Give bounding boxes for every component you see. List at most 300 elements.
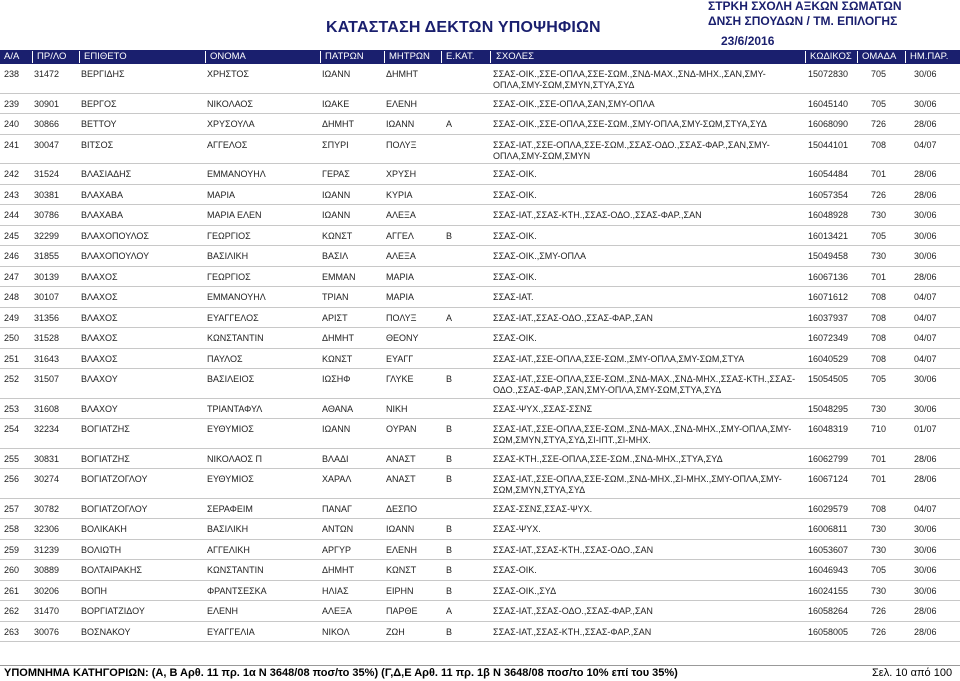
cell-mitron: ΑΛΕΞΑ xyxy=(386,251,416,261)
cell-ekat: Β xyxy=(446,524,453,534)
cell-ekat: Β xyxy=(446,453,453,464)
cell-epitheto: ΒΕΤΤΟΥ xyxy=(81,119,117,129)
cell-omada: 701 xyxy=(871,474,887,484)
cell-prlo: 30901 xyxy=(34,98,60,109)
cell-aa: 239 xyxy=(4,98,20,109)
table-row xyxy=(0,369,960,399)
cell-aa: 251 xyxy=(4,353,20,364)
cell-kodikos: 15044101 xyxy=(808,139,849,150)
cell-omada: 730 xyxy=(871,585,887,596)
cell-omada: 726 xyxy=(871,626,887,637)
report-footer xyxy=(0,665,960,681)
cell-kodikos: 16058264 xyxy=(808,606,849,616)
cell-onoma: ΧΡΗΣΤΟΣ xyxy=(207,69,249,79)
cell-kodikos: 15054505 xyxy=(808,374,849,384)
cell-kodikos: 16048928 xyxy=(808,210,849,220)
cell-kodikos: 16053607 xyxy=(808,544,849,555)
col-separator xyxy=(79,51,80,63)
cell-patron: ΔΗΜΗΤ xyxy=(322,119,355,129)
cell-onoma: ΕΥΘΥΜΙΟΣ xyxy=(207,424,254,434)
cell-omada: 710 xyxy=(871,424,887,434)
cell-patron: ΔΗΜΗΤ xyxy=(322,565,355,575)
table-row xyxy=(0,349,960,370)
cell-onoma: ΚΩΝΣΤΑΝΤΙΝ xyxy=(207,333,264,343)
cell-aa: 240 xyxy=(4,119,20,129)
cell-ekat: Β xyxy=(446,626,453,637)
cell-scholes: ΣΣΑΣ-ΟΙΚ. xyxy=(493,271,537,282)
table-row xyxy=(0,287,960,308)
cell-aa: 260 xyxy=(4,565,20,575)
cell-hmpar: 04/07 xyxy=(914,312,937,323)
cell-hmpar: 30/06 xyxy=(914,251,937,261)
cell-scholes: ΣΣΑΣ-ΙΑΤ.,ΣΣΕ-ΟΠΛΑ,ΣΣΕ-ΣΩΜ.,ΣΝΔ-ΜΗΧ.,ΣΙ-ΜΗΧ.,ΣΜΥ-ΟΠΛΑ,ΣΜΥ-ΣΩΜ,ΣΜΥΝ,ΣΤΥΑ,ΣΥΔ xyxy=(493,474,782,495)
table-row xyxy=(0,226,960,247)
cell-omada: 708 xyxy=(871,139,887,150)
cell-kodikos: 15048295 xyxy=(808,403,849,414)
cell-onoma: ΜΑΡΙΑ xyxy=(207,189,236,200)
cell-aa: 248 xyxy=(4,292,20,302)
col-separator xyxy=(857,51,858,63)
cell-prlo: 30274 xyxy=(34,474,60,484)
cell-epitheto: ΒΛΑΣΙΑΔΗΣ xyxy=(81,169,132,179)
cell-aa: 246 xyxy=(4,251,20,261)
cell-patron: ΓΕΡΑΣ xyxy=(322,169,350,179)
cell-aa: 244 xyxy=(4,210,20,220)
cell-epitheto: ΒΕΡΓΟΣ xyxy=(81,98,117,109)
cell-patron: ΒΛΑΔΙ xyxy=(322,453,349,464)
cell-prlo: 30381 xyxy=(34,189,60,200)
cell-aa: 256 xyxy=(4,474,20,484)
cell-patron: ΗΛΙΑΣ xyxy=(322,585,349,596)
table-row xyxy=(0,499,960,520)
cell-scholes: ΣΣΑΣ-ΟΙΚ.,ΣΣΕ-ΟΠΛΑ,ΣΑΝ,ΣΜΥ-ΟΠΛΑ xyxy=(493,98,655,109)
cell-onoma: ΒΑΣΙΛΕΙΟΣ xyxy=(207,374,255,384)
cell-mitron: ΙΩΑΝΝ xyxy=(386,119,415,129)
cell-patron: ΚΩΝΣΤ xyxy=(322,353,353,364)
cell-onoma: ΚΩΝΣΤΑΝΤΙΝ xyxy=(207,565,264,575)
cell-aa: 255 xyxy=(4,453,20,464)
cell-hmpar: 30/06 xyxy=(914,544,937,555)
cell-prlo: 32299 xyxy=(34,230,60,241)
cell-mitron: ΔΗΜΗΤ xyxy=(386,69,419,79)
cell-omada: 708 xyxy=(871,353,887,364)
cell-epitheto: ΒΟΓΙΑΤΖΗΣ xyxy=(81,424,130,434)
cell-scholes: ΣΣΑΣ-ΟΙΚ. xyxy=(493,189,537,200)
table-row xyxy=(0,94,960,115)
cell-scholes: ΣΣΑΣ-ΟΙΚ. xyxy=(493,169,537,179)
cell-prlo: 31239 xyxy=(34,544,60,555)
table-row xyxy=(0,246,960,267)
cell-prlo: 30206 xyxy=(34,585,60,596)
cell-onoma: ΒΑΣΙΛΙΚΗ xyxy=(207,524,249,534)
cell-onoma: ΕΥΑΓΓΕΛΟΣ xyxy=(207,312,259,323)
cell-onoma: ΦΡΑΝΤΣΕΣΚΑ xyxy=(207,585,267,596)
cell-epitheto: ΒΟΛΙΩΤΗ xyxy=(81,544,122,555)
col-separator xyxy=(905,51,906,63)
cell-mitron: ΠΟΛΥΞ xyxy=(386,312,417,323)
cell-hmpar: 01/07 xyxy=(914,424,937,434)
cell-mitron: ΜΑΡΙΑ xyxy=(386,292,415,302)
cell-prlo: 30047 xyxy=(34,139,60,150)
cell-ekat: Β xyxy=(446,565,453,575)
cell-kodikos: 16054484 xyxy=(808,169,849,179)
cell-mitron: ΖΩΗ xyxy=(386,626,405,637)
cell-scholes: ΣΣΑΣ-ΙΑΤ.,ΣΣΕ-ΟΠΛΑ,ΣΣΕ-ΣΩΜ.,ΣΝΔ-ΜΑΧ.,ΣΝΔ-ΜΗΧ.,ΣΣΑΣ-ΚΤΗ.,ΣΣΑΣ-ΟΔΟ.,ΣΣΑΣ-ΦΑΡ.,ΣΑΝ,ΣΜΥ-ΟΠΛΑ,ΣΜΥ-ΣΩΜ,ΣΤΥΑ,ΣΥΔ xyxy=(493,374,796,395)
cell-epitheto: ΒΟΡΓΙΑΤΖΙΔΟΥ xyxy=(81,606,145,616)
cell-aa: 254 xyxy=(4,424,20,434)
cell-patron: ΣΠΥΡΙ xyxy=(322,139,349,150)
cell-aa: 261 xyxy=(4,585,20,596)
cell-epitheto: ΒΟΛΙΚΑΚΗ xyxy=(81,524,127,534)
col-separator xyxy=(441,51,442,63)
cell-prlo: 31470 xyxy=(34,606,60,616)
cell-hmpar: 30/06 xyxy=(914,230,937,241)
cell-kodikos: 16048319 xyxy=(808,424,849,434)
cell-omada: 730 xyxy=(871,544,887,555)
cell-aa: 259 xyxy=(4,544,20,555)
cell-prlo: 30782 xyxy=(34,503,60,514)
cell-prlo: 31855 xyxy=(34,251,60,261)
cell-mitron: ΚΥΡΙΑ xyxy=(386,189,413,200)
cell-kodikos: 16006811 xyxy=(808,524,848,534)
cell-patron: ΑΡΓΥΡ xyxy=(322,544,351,555)
cell-scholes: ΣΣΑΣ-ΟΙΚ.,ΣΣΕ-ΟΠΛΑ,ΣΣΕ-ΣΩΜ.,ΣΜΥ-ΟΠΛΑ,ΣΜΥ-ΣΩΜ,ΣΤΥΑ,ΣΥΔ xyxy=(493,119,767,129)
col-separator xyxy=(490,51,491,63)
col-epitheto: ΕΠΙΘΕΤΟ xyxy=(84,51,127,62)
cell-hmpar: 30/06 xyxy=(914,585,937,596)
cell-epitheto: ΒΟΓΙΑΤΖΟΓΛΟΥ xyxy=(81,503,148,514)
cell-kodikos: 16057354 xyxy=(808,189,849,200)
cell-hmpar: 04/07 xyxy=(914,333,937,343)
cell-hmpar: 28/06 xyxy=(914,606,937,616)
cell-onoma: ΕΜΜΑΝΟΥΗΛ xyxy=(207,169,266,179)
cell-mitron: ΕΙΡΗΝ xyxy=(386,585,414,596)
cell-ekat: Α xyxy=(446,119,453,129)
cell-mitron: ΓΛΥΚΕ xyxy=(386,374,414,384)
cell-prlo: 30831 xyxy=(34,453,60,464)
cell-kodikos: 16013421 xyxy=(808,230,849,241)
cell-kodikos: 16067124 xyxy=(808,474,849,484)
school-line-2: ΔΝΣΗ ΣΠΟΥΔΩΝ / ΤΜ. ΕΠΙΛΟΓΗΣ xyxy=(708,14,898,28)
cell-hmpar: 30/06 xyxy=(914,403,937,414)
cell-omada: 701 xyxy=(871,169,887,179)
cell-onoma: ΕΜΜΑΝΟΥΗΛ xyxy=(207,292,266,302)
table-row xyxy=(0,581,960,602)
cell-prlo: 32234 xyxy=(34,424,60,434)
cell-scholes: ΣΣΑΣ-ΟΙΚ. xyxy=(493,333,537,343)
cell-kodikos: 16071612 xyxy=(808,292,849,302)
cell-hmpar: 28/06 xyxy=(914,271,937,282)
report-title: ΚΑΤΑΣΤΑΣΗ ΔΕΚΤΩΝ ΥΠΟΨΗΦΙΩΝ xyxy=(326,19,601,36)
cell-kodikos: 15072830 xyxy=(808,69,849,79)
cell-patron: ΙΩΑΝΝ xyxy=(322,69,351,79)
cell-hmpar: 30/06 xyxy=(914,374,937,384)
cell-omada: 726 xyxy=(871,119,887,129)
cell-onoma: ΝΙΚΟΛΑΟΣ xyxy=(207,98,253,109)
cell-aa: 241 xyxy=(4,139,20,150)
cell-patron: ΒΑΣΙΛ xyxy=(322,251,349,261)
cell-prlo: 31608 xyxy=(34,403,60,414)
cell-aa: 238 xyxy=(4,69,20,79)
table-row xyxy=(0,64,960,94)
school-line-1: ΣΤΡΚΗ ΣΧΟΛΗ ΑΞΚΩΝ ΣΩΜΑΤΩΝ xyxy=(708,0,902,13)
col-kodikos: ΚΩΔΙΚΟΣ xyxy=(810,51,852,62)
cell-scholes: ΣΣΑΣ-ΣΣΝΣ,ΣΣΑΣ-ΨΥΧ. xyxy=(493,503,593,514)
cell-epitheto: ΒΙΤΣΟΣ xyxy=(81,139,114,150)
cell-kodikos: 15049458 xyxy=(808,251,849,261)
cell-epitheto: ΒΟΓΙΑΤΖΟΓΛΟΥ xyxy=(81,474,148,484)
cell-mitron: ΑΛΕΞΑ xyxy=(386,210,416,220)
cell-omada: 708 xyxy=(871,503,887,514)
cell-omada: 705 xyxy=(871,98,887,109)
cell-mitron: ΔΕΣΠΟ xyxy=(386,503,418,514)
table-row xyxy=(0,540,960,561)
table-row xyxy=(0,399,960,420)
cell-epitheto: ΒΛΑΧΟΥ xyxy=(81,374,118,384)
category-legend: ΥΠΟΜΝΗΜΑ ΚΑΤΗΓΟΡΙΩΝ: (Α, Β Αρθ. 11 πρ. 1α Ν 3648/08 ποσ/το 35%) (Γ,Δ,Ε Αρθ. 11 πρ. 1β Ν 3648/08 ποσ/το 10% επί του 35%) xyxy=(4,667,678,679)
cell-ekat: Β xyxy=(446,544,453,555)
cell-kodikos: 16046943 xyxy=(808,565,849,575)
cell-mitron: ΜΑΡΙΑ xyxy=(386,271,415,282)
cell-scholes: ΣΣΑΣ-ΚΤΗ.,ΣΣΕ-ΟΠΛΑ,ΣΣΕ-ΣΩΜ.,ΣΝΔ-ΜΗΧ.,ΣΤΥΑ,ΣΥΔ xyxy=(493,453,723,464)
col-scholes: ΣΧΟΛΕΣ xyxy=(496,51,534,62)
cell-omada: 705 xyxy=(871,69,887,79)
cell-patron: ΙΩΑΝΝ xyxy=(322,424,351,434)
cell-onoma: ΤΡΙΑΝΤΑΦΥΛ xyxy=(207,403,263,414)
cell-aa: 263 xyxy=(4,626,20,637)
cell-patron: ΑΝΤΩΝ xyxy=(322,524,354,534)
cell-aa: 258 xyxy=(4,524,20,534)
table-row xyxy=(0,469,960,499)
cell-scholes: ΣΣΑΣ-ΟΙΚ. xyxy=(493,230,537,241)
cell-ekat: Α xyxy=(446,606,453,616)
table-row xyxy=(0,164,960,185)
cell-patron: ΙΩΑΚΕ xyxy=(322,98,350,109)
table-row xyxy=(0,114,960,135)
cell-prlo: 30889 xyxy=(34,565,60,575)
cell-aa: 242 xyxy=(4,169,20,179)
cell-epitheto: ΒΛΑΧΟΠΟΥΛΟΣ xyxy=(81,230,149,241)
cell-omada: 726 xyxy=(871,189,887,200)
cell-omada: 730 xyxy=(871,403,887,414)
cell-patron: ΙΩΑΝΝ xyxy=(322,210,351,220)
cell-epitheto: ΒΛΑΧΟΣ xyxy=(81,292,118,302)
cell-aa: 252 xyxy=(4,374,20,384)
cell-epitheto: ΒΛΑΧΑΒΑ xyxy=(81,210,124,220)
cell-hmpar: 28/06 xyxy=(914,189,937,200)
cell-kodikos: 16037937 xyxy=(808,312,849,323)
col-separator xyxy=(32,51,33,63)
report-date: 23/6/2016 xyxy=(721,34,775,48)
cell-hmpar: 04/07 xyxy=(914,353,937,364)
cell-onoma: ΒΑΣΙΛΙΚΗ xyxy=(207,251,249,261)
cell-kodikos: 16045140 xyxy=(808,98,849,109)
cell-hmpar: 30/06 xyxy=(914,565,937,575)
cell-ekat: Β xyxy=(446,230,453,241)
cell-hmpar: 28/06 xyxy=(914,169,937,179)
cell-kodikos: 16029579 xyxy=(808,503,849,514)
cell-prlo: 31643 xyxy=(34,353,60,364)
cell-omada: 705 xyxy=(871,565,887,575)
col-omada: ΟΜΑΔΑ xyxy=(862,51,897,62)
table-row xyxy=(0,622,960,643)
cell-prlo: 31528 xyxy=(34,333,60,343)
cell-hmpar: 04/07 xyxy=(914,139,937,150)
cell-omada: 708 xyxy=(871,333,887,343)
cell-prlo: 31472 xyxy=(34,69,60,79)
cell-scholes: ΣΣΑΣ-ΙΑΤ. xyxy=(493,292,534,302)
cell-mitron: ΕΛΕΝΗ xyxy=(386,544,418,555)
cell-prlo: 30786 xyxy=(34,210,60,220)
cell-ekat: Β xyxy=(446,474,453,484)
cell-epitheto: ΒΛΑΧΟΣ xyxy=(81,312,118,323)
cell-kodikos: 16068090 xyxy=(808,119,849,129)
cell-prlo: 30107 xyxy=(34,292,60,302)
cell-onoma: ΣΕΡΑΦΕΙΜ xyxy=(207,503,253,514)
cell-aa: 247 xyxy=(4,271,20,282)
cell-onoma: ΠΑΥΛΟΣ xyxy=(207,353,243,364)
cell-hmpar: 28/06 xyxy=(914,474,937,484)
cell-prlo: 30139 xyxy=(34,271,60,282)
table-row xyxy=(0,308,960,329)
col-ekat: Ε.ΚΑΤ. xyxy=(446,51,475,62)
table-row xyxy=(0,419,960,449)
table-row xyxy=(0,560,960,581)
col-onoma: ΟΝΟΜΑ xyxy=(210,51,246,62)
col-aa: Α/Α xyxy=(4,51,20,62)
col-separator xyxy=(384,51,385,63)
cell-omada: 701 xyxy=(871,271,887,282)
cell-mitron: ΘΕΟΝΥ xyxy=(386,333,419,343)
cell-scholes: ΣΣΑΣ-ΙΑΤ.,ΣΣΕ-ΟΠΛΑ,ΣΣΕ-ΣΩΜ.,ΣΜΥ-ΟΠΛΑ,ΣΜΥ-ΣΩΜ,ΣΤΥΑ xyxy=(493,353,745,364)
cell-omada: 705 xyxy=(871,230,887,241)
cell-prlo: 30866 xyxy=(34,119,60,129)
cell-mitron: ΑΝΑΣΤ xyxy=(386,453,416,464)
cell-epitheto: ΒΛΑΧΟΣ xyxy=(81,271,118,282)
cell-hmpar: 30/06 xyxy=(914,69,937,79)
cell-patron: ΝΙΚΟΛ xyxy=(322,626,350,637)
cell-kodikos: 16072349 xyxy=(808,333,849,343)
cell-mitron: ΠΑΡΘΕ xyxy=(386,606,418,616)
cell-mitron: ΑΝΑΣΤ xyxy=(386,474,416,484)
table-row xyxy=(0,267,960,288)
col-separator xyxy=(320,51,321,63)
cell-hmpar: 30/06 xyxy=(914,524,937,534)
cell-onoma: ΜΑΡΙΑ ΕΛΕΝ xyxy=(207,210,262,220)
cell-ekat: Α xyxy=(446,312,453,323)
cell-onoma: ΕΛΕΝΗ xyxy=(207,606,239,616)
cell-hmpar: 30/06 xyxy=(914,98,937,109)
cell-onoma: ΧΡΥΣΟΥΛΑ xyxy=(207,119,255,129)
cell-onoma: ΑΓΓΕΛΙΚΗ xyxy=(207,544,250,555)
cell-scholes: ΣΣΑΣ-ΟΙΚ.,ΣΣΕ-ΟΠΛΑ,ΣΣΕ-ΣΩΜ.,ΣΝΔ-ΜΑΧ.,ΣΝΔ-ΜΗΧ.,ΣΑΝ,ΣΜΥ-ΟΠΛΑ,ΣΜΥ-ΣΩΜ,ΣΜΥΝ,ΣΤΥΑ,ΣΥΔ xyxy=(493,69,766,90)
cell-mitron: ΚΩΝΣΤ xyxy=(386,565,417,575)
cell-hmpar: 28/06 xyxy=(914,453,937,464)
cell-scholes: ΣΣΑΣ-ΟΙΚ. xyxy=(493,565,537,575)
cell-omada: 708 xyxy=(871,292,887,302)
cell-aa: 257 xyxy=(4,503,20,514)
school-name xyxy=(708,0,948,29)
table-row xyxy=(0,328,960,349)
cell-epitheto: ΒΛΑΧΟΠΟΥΛΟΥ xyxy=(81,251,150,261)
cell-epitheto: ΒΛΑΧΟΥ xyxy=(81,403,118,414)
cell-epitheto: ΒΟΓΙΑΤΖΗΣ xyxy=(81,453,130,464)
cell-ekat: Β xyxy=(446,424,453,434)
cell-aa: 262 xyxy=(4,606,20,616)
cell-omada: 705 xyxy=(871,374,887,384)
cell-patron: ΚΩΝΣΤ xyxy=(322,230,353,241)
cell-patron: ΙΩΑΝΝ xyxy=(322,189,351,200)
cell-epitheto: ΒΛΑΧΟΣ xyxy=(81,353,118,364)
cell-hmpar: 28/06 xyxy=(914,119,937,129)
cell-epitheto: ΒΟΛΤΑΙΡΑΚΗΣ xyxy=(81,565,142,575)
cell-onoma: ΓΕΩΡΓΙΟΣ xyxy=(207,271,251,282)
report-header xyxy=(0,0,960,64)
col-mitron: ΜΗΤΡΩΝ xyxy=(389,51,430,62)
cell-patron: ΑΡΙΣΤ xyxy=(322,312,348,323)
cell-onoma: ΕΥΘΥΜΙΟΣ xyxy=(207,474,254,484)
cell-prlo: 31524 xyxy=(34,169,60,179)
cell-scholes: ΣΣΑΣ-ΨΥΧ.,ΣΣΑΣ-ΣΣΝΣ xyxy=(493,403,593,414)
cell-onoma: ΑΓΓΕΛΟΣ xyxy=(207,139,248,150)
cell-scholes: ΣΣΑΣ-ΙΑΤ.,ΣΣΕ-ΟΠΛΑ,ΣΣΕ-ΣΩΜ.,ΣΝΔ-ΜΑΧ.,ΣΝΔ-ΜΗΧ.,ΣΜΥ-ΟΠΛΑ,ΣΜΥ-ΣΩΜ,ΣΜΥΝ,ΣΤΥΑ,ΣΥΔ,ΣΙ-ΙΠΤ.,ΣΙ-ΜΗΧ. xyxy=(493,424,792,445)
cell-onoma: ΝΙΚΟΛΑΟΣ Π xyxy=(207,453,262,464)
cell-hmpar: 04/07 xyxy=(914,503,937,514)
cell-epitheto: ΒΛΑΧΑΒΑ xyxy=(81,189,124,200)
table-row xyxy=(0,519,960,540)
cell-prlo: 32306 xyxy=(34,524,60,534)
page-number: Σελ. 10 από 100 xyxy=(872,667,953,679)
cell-epitheto: ΒΟΣΝΑΚΟΥ xyxy=(81,626,131,637)
cell-kodikos: 16058005 xyxy=(808,626,849,637)
cell-hmpar: 04/07 xyxy=(914,292,937,302)
cell-scholes: ΣΣΑΣ-ΙΑΤ.,ΣΣΑΣ-ΟΔΟ.,ΣΣΑΣ-ΦΑΡ.,ΣΑΝ xyxy=(493,606,653,616)
cell-scholes: ΣΣΑΣ-ΙΑΤ.,ΣΣΑΣ-ΟΔΟ.,ΣΣΑΣ-ΦΑΡ.,ΣΑΝ xyxy=(493,312,653,323)
table-row xyxy=(0,185,960,206)
cell-aa: 249 xyxy=(4,312,20,323)
cell-scholes: ΣΣΑΣ-ΙΑΤ.,ΣΣΕ-ΟΠΛΑ,ΣΣΕ-ΣΩΜ.,ΣΣΑΣ-ΟΔΟ.,ΣΣΑΣ-ΦΑΡ.,ΣΑΝ,ΣΜΥ-ΟΠΛΑ,ΣΜΥ-ΣΩΜ,ΣΜΥΝ xyxy=(493,139,770,161)
cell-patron: ΕΜΜΑΝ xyxy=(322,271,356,282)
cell-kodikos: 16024155 xyxy=(808,585,849,596)
cell-patron: ΠΑΝΑΓ xyxy=(322,503,352,514)
cell-prlo: 31507 xyxy=(34,374,60,384)
column-header-bar xyxy=(0,50,960,64)
cell-aa: 253 xyxy=(4,403,20,414)
cell-scholes: ΣΣΑΣ-ΙΑΤ.,ΣΣΑΣ-ΚΤΗ.,ΣΣΑΣ-ΦΑΡ.,ΣΑΝ xyxy=(493,626,652,637)
cell-kodikos: 16062799 xyxy=(808,453,849,464)
cell-scholes: ΣΣΑΣ-ΙΑΤ.,ΣΣΑΣ-ΚΤΗ.,ΣΣΑΣ-ΟΔΟ.,ΣΣΑΣ-ΦΑΡ.,ΣΑΝ xyxy=(493,210,702,220)
col-patron: ΠΑΤΡΩΝ xyxy=(325,51,364,62)
cell-hmpar: 30/06 xyxy=(914,210,937,220)
cell-scholes: ΣΣΑΣ-ΟΙΚ.,ΣΥΔ xyxy=(493,585,557,596)
cell-prlo: 30076 xyxy=(34,626,60,637)
table-row xyxy=(0,449,960,470)
cell-mitron: ΙΩΑΝΝ xyxy=(386,524,415,534)
cell-patron: ΙΩΣΗΦ xyxy=(322,374,351,384)
cell-kodikos: 16040529 xyxy=(808,353,849,364)
col-prlo: ΠΡ/ΛΟ xyxy=(37,51,67,62)
cell-omada: 730 xyxy=(871,210,887,220)
col-hmpar: ΗΜ.ΠΑΡ. xyxy=(910,51,949,62)
cell-mitron: ΕΥΑΓΓ xyxy=(386,353,414,364)
col-separator xyxy=(205,51,206,63)
cell-aa: 250 xyxy=(4,333,20,343)
cell-epitheto: ΒΛΑΧΟΣ xyxy=(81,333,118,343)
cell-patron: ΑΘΑΝΑ xyxy=(322,403,354,414)
cell-mitron: ΑΓΓΕΛ xyxy=(386,230,414,241)
cell-prlo: 31356 xyxy=(34,312,60,323)
cell-omada: 701 xyxy=(871,453,887,464)
